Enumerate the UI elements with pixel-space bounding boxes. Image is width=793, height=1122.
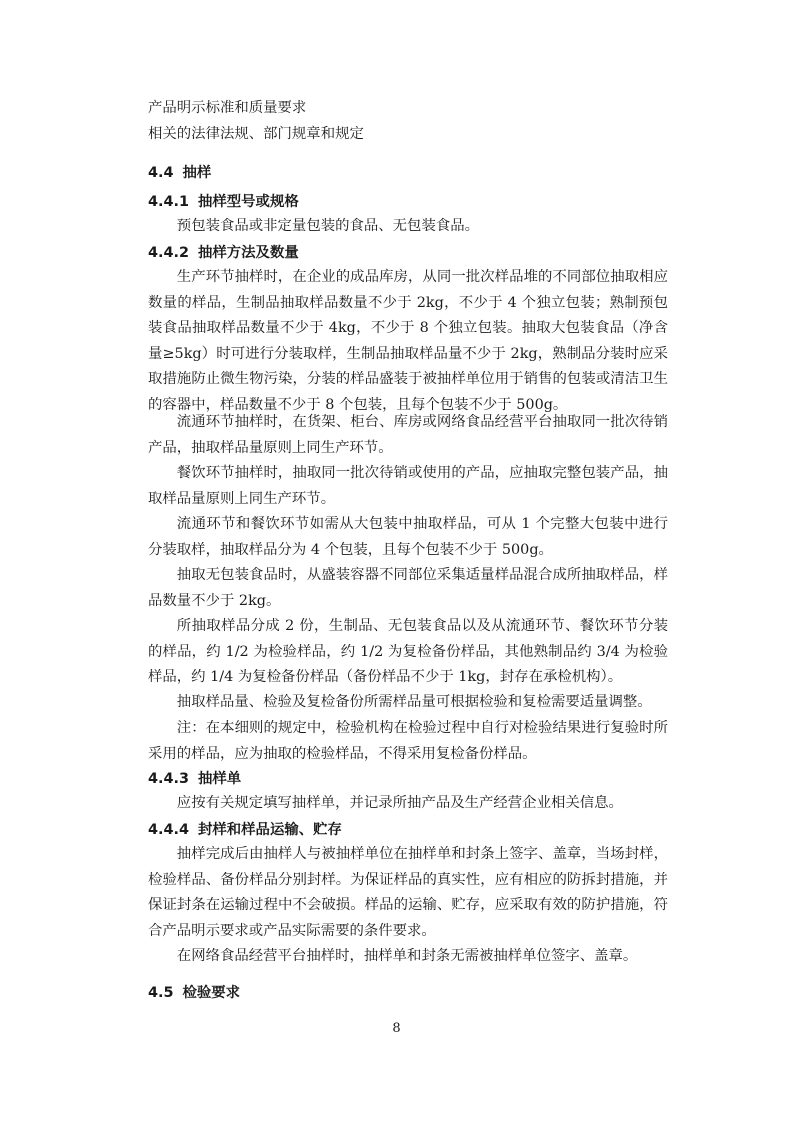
paragraph: 抽取样品量、检验及复检备份所需样品量可根据检验和复检需要适量调整。 <box>176 694 652 710</box>
section-number: 4.5 <box>148 985 174 1001</box>
section-number: 4.4 <box>148 165 174 181</box>
section-number: 4.4.4 <box>148 822 189 838</box>
section-title: 抽样型号或规格 <box>197 194 299 210</box>
paragraph: 流通环节和餐饮环节如需从大包装中抽取样品，可从 1 个完整大包装中进行分装取样，抽取样品分为 4 个包装，且每个包装不少于 500g。 <box>148 516 668 558</box>
section-heading <box>148 769 241 789</box>
paragraph: 注：在本细则的规定中，检验机构在检验过程中自行对检验结果进行复验时所采用的样品，应为抽取的检验样品，不得采用复检备份样品。 <box>148 720 668 762</box>
section-number: 4.4.2 <box>148 245 189 261</box>
section-title: 检验要求 <box>182 985 241 1001</box>
section-number: 4.4.1 <box>148 194 189 210</box>
section-title: 抽样方法及数量 <box>197 245 299 261</box>
section-heading <box>148 163 211 183</box>
paragraph: 预包装食品或非定量包装的食品、无包装食品。 <box>176 218 480 234</box>
section-heading <box>148 983 240 1003</box>
text-line: 相关的法律法规、部门规章和规定 <box>148 126 364 142</box>
paragraph: 流通环节抽样时，在货架、柜台、库房或网络食品经营平台抽取同一批次待销产品，抽取样品量原则上同生产环节。 <box>148 414 668 456</box>
section-heading <box>148 820 342 840</box>
section-title: 抽样单 <box>197 771 242 787</box>
section-title: 抽样 <box>182 165 212 181</box>
section-number: 4.4.3 <box>148 771 189 787</box>
paragraph: 抽样完成后由抽样人与被抽样单位在抽样单和封条上签字、盖章，当场封样，检验样品、备份样品分别封样。为保证样品的真实性，应有相应的防拆封措施，并保证封条在运输过程中不会破损。样品的运输、贮存，应采取有效的防护措施，符合产品明示要求或产品实际需要的条件要求。 <box>148 846 668 939</box>
paragraph: 餐饮环节抽样时，抽取同一批次待销或使用的产品，应抽取完整包装产品，抽取样品量原则上同生产环节。 <box>148 465 668 507</box>
section-title: 封样和样品运输、贮存 <box>197 822 342 838</box>
page-number: 8 <box>392 1021 401 1036</box>
section-heading <box>148 243 299 263</box>
section-heading <box>148 192 299 212</box>
paragraph: 抽取无包装食品时，从盛装容器不同部位采集适量样品混合成所抽取样品，样品数量不少于 2kg。 <box>148 567 668 609</box>
paragraph: 在网络食品经营平台抽样时，抽样单和封条无需被抽样单位签字、盖章。 <box>176 948 638 964</box>
paragraph: 所抽取样品分成 2 份，生制品、无包装食品以及从流通环节、餐饮环节分装的样品，约 1/2 为检验样品，约 1/2 为复检备份样品，其他熟制品约 3/4 为检验样品，约 1/4 为复检备份样品（备份样品不少于 1kg，封存在承检机构）。 <box>148 618 668 685</box>
paragraph: 生产环节抽样时，在企业的成品库房，从同一批次样品堆的不同部位抽取相应数量的样品，生制品抽取样品数量不少于 2kg，不少于 4 个独立包装；熟制预包装食品抽取样品数量不少于 4kg，不少于 8 个独立包装。抽取大包装食品（净含量≥5kg）时可进行分装取样，生制品抽取样品量不少于 2kg，熟制品分装时应采取措施防止微生物污染，分装的样品盛装于被抽样单位用于销售的包装或清洁卫生的容器中，样品数量不少于 8 个包装，且每个包装不少于 500g。 <box>148 269 668 413</box>
text-line: 产品明示标准和质量要求 <box>148 100 307 116</box>
paragraph: 应按有关规定填写抽样单，并记录所抽产品及生产经营企业相关信息。 <box>176 795 623 811</box>
